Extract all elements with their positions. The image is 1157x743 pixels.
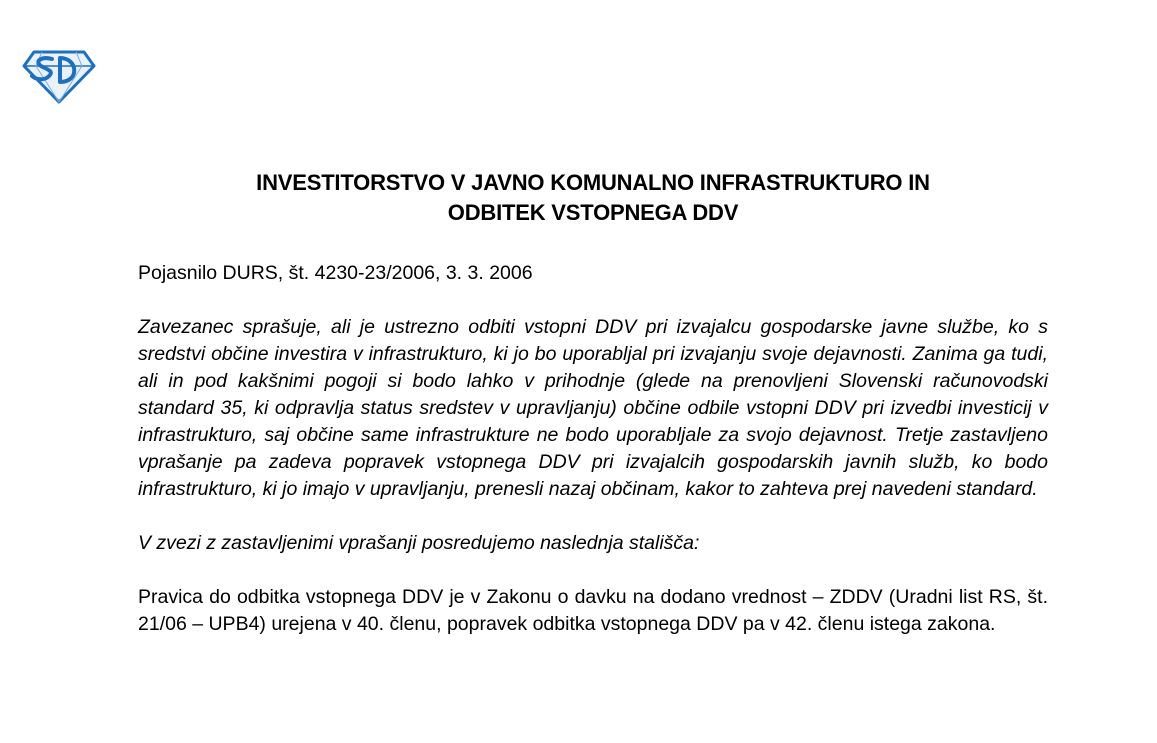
- document-body: [138, 168, 1048, 638]
- document-title: [138, 168, 1048, 228]
- intro-paragraph: V zvezi z zastavljenimi vprašanji posredujemo naslednja stališča:: [138, 532, 700, 554]
- answer-paragraph: Pravica do odbitka vstopnega DDV je v Zakonu o davku na dodano vrednost – ZDDV (Uradni list RS, št. 21/06 – UPB4) urejena v 40. členu, popravek odbitka vstopnega DDV pa v 42. členu istega zakona.: [138, 586, 1048, 635]
- question-paragraph: Zavezanec sprašuje, ali je ustrezno odbiti vstopni DDV pri izvajalcu gospodarske javne službe, ko s sredstvi občine investira v infrastrukturo, ki jo bo uporabljal pri izvajanju svoje dejavnosti. Zanima ga tudi, ali in pod kakšnimi pogoji si bodo lahko v prihodnje (glede na prenovljeni Slovenski računovodski standard 35, ki odpravlja status sredstev v upravljanju) občine odbile vstopni DDV pri izvedbi investicij v infrastrukturo, saj občine same infrastrukture ne bodo uporabljale za svojo dejavnost. Tretje zastavljeno vprašanje pa zadeva popravek vstopnega DDV pri izvajalcih gospodarskih javnih služb, ko bodo infrastrukturo, ki jo imajo v upravljanju, prenesli nazaj občinam, kakor to zahteva prej navedeni standard.: [138, 316, 1048, 500]
- source-reference: Pojasnilo DURS, št. 4230-23/2006, 3. 3. 2006: [138, 262, 533, 284]
- title-line-2: ODBITEK VSTOPNEGA DDV: [447, 200, 739, 225]
- title-line-1: INVESTITORSTVO V JAVNO KOMUNALNO INFRASTRUKTURO IN: [256, 170, 930, 195]
- sd-logo-icon: [22, 48, 96, 104]
